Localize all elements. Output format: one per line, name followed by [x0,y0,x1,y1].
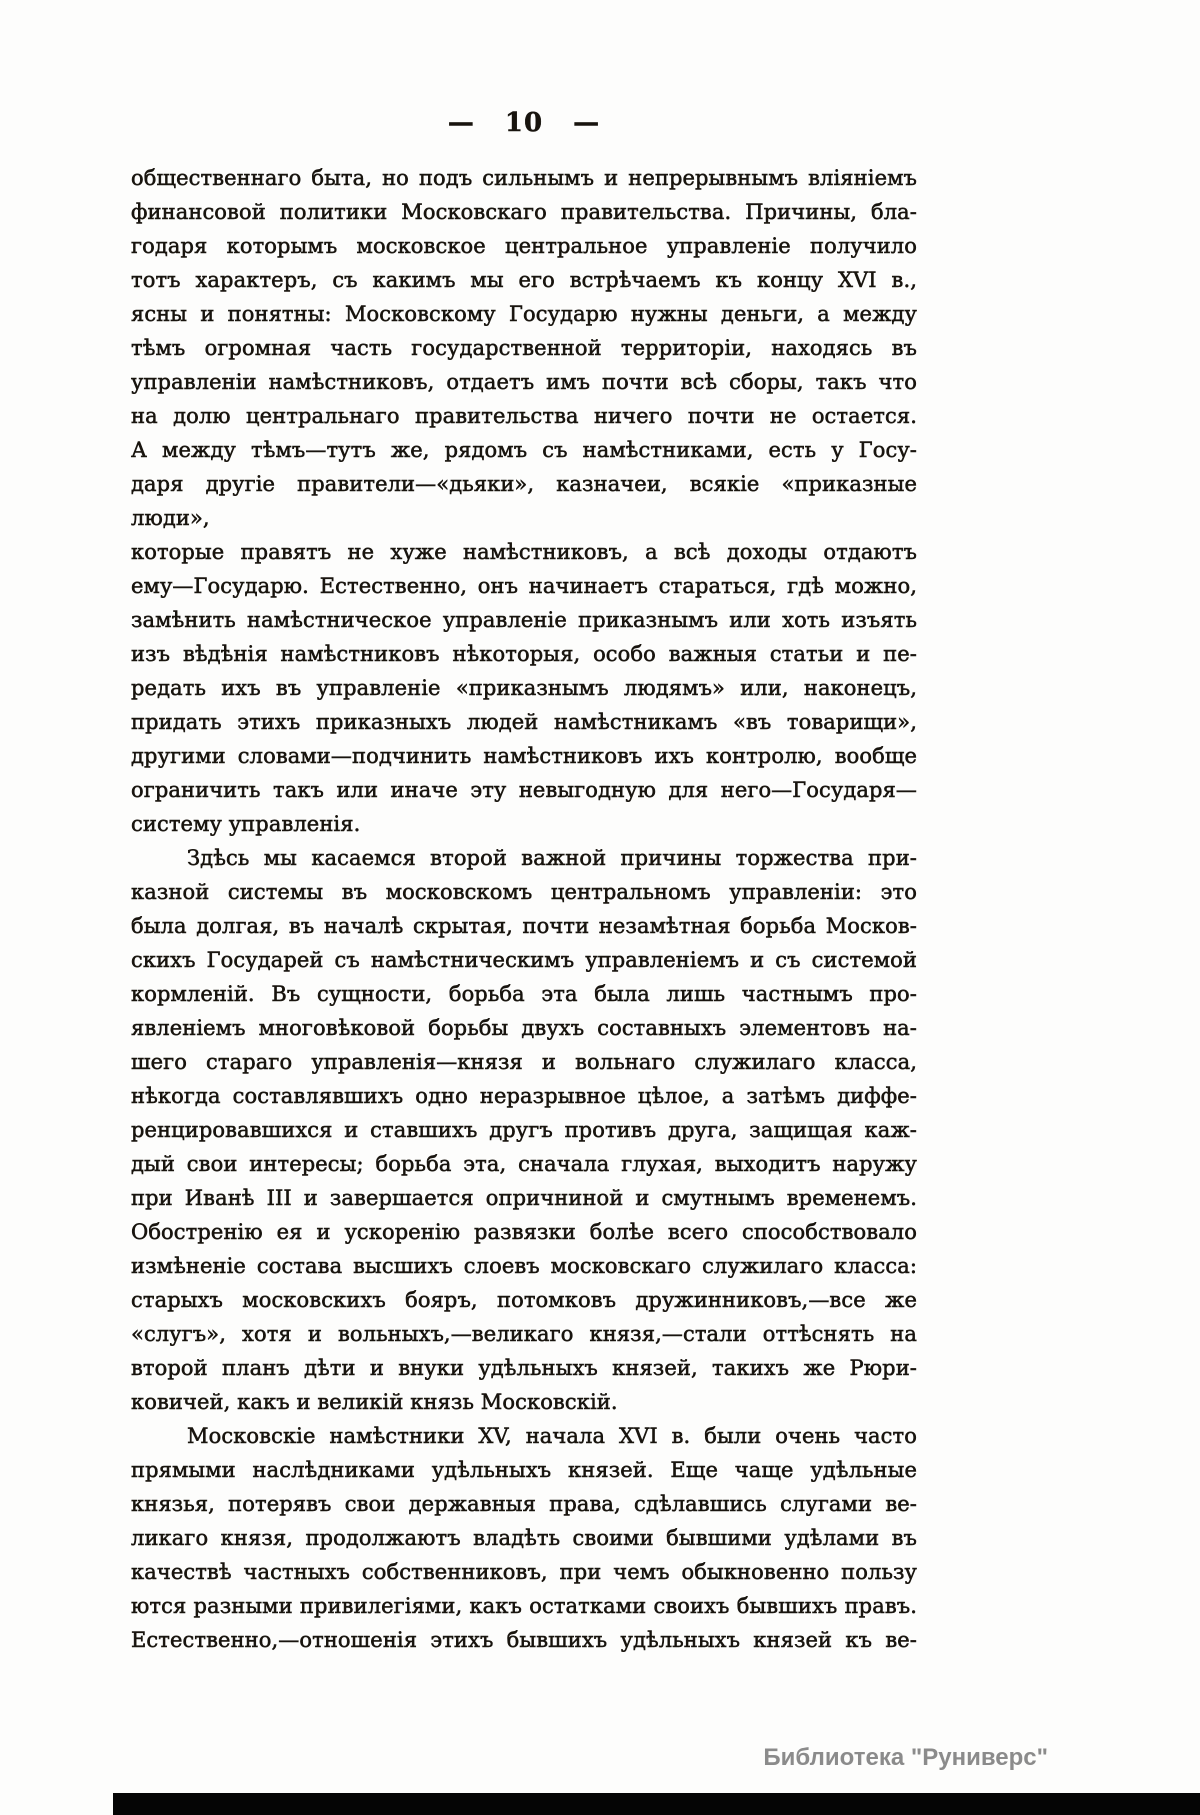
text-line: ются разными привилегіями, какъ остатками своихъ бывшихъ правъ. [131,1594,917,1618]
text-line: ликаго князя, продолжаютъ владѣть своими бывшими удѣлами въ [131,1526,917,1550]
text-line: ограничить такъ или иначе эту невыгодную для него—Государя— [131,778,917,802]
scan-edge-bar [113,1793,1200,1815]
text-line: ему—Государю. Естественно, онъ начинаетъ стараться, гдѣ можно, [131,574,917,598]
text-line: прямыми наслѣдниками удѣльныхъ князей. Еще чаще удѣльные [131,1458,917,1482]
text-line: замѣнить намѣстническое управленіе приказнымъ или хоть изъять [131,608,917,632]
page-number-header: — 10 — [447,108,601,138]
text-line: годаря которымъ московское центральное управленіе получило [131,234,917,258]
text-line: тотъ характеръ, съ какимъ мы его встрѣчаемъ къ концу XVI в., [131,268,917,292]
text-line: которые правятъ не хуже намѣстниковъ, а всѣ доходы отдаютъ [131,540,917,564]
text-line: на долю центральнаго правительства ничего почти не остается. [131,404,917,428]
text-line: ясны и понятны: Московскому Государю нужны деньги, а между [131,302,917,326]
text-line: казной системы въ московскомъ центральномъ управленіи: это [131,880,917,904]
text-line: Естественно,—отношенія этихъ бывшихъ удѣльныхъ князей къ ве- [131,1628,917,1652]
text-line: явленіемъ многовѣковой борьбы двухъ составныхъ элементовъ на- [131,1016,917,1040]
text-line: даря другіе правители—«дьяки», казначеи, всякіе «приказные люди», [131,472,917,530]
text-line: придать этихъ приказныхъ людей намѣстникамъ «въ товарищи», [131,710,917,734]
text-line: князья, потерявъ свои державныя права, сдѣлавшись слугами ве- [131,1492,917,1516]
text-line: качествѣ частныхъ собственниковъ, при чемъ обыкновенно пользу [131,1560,917,1584]
text-line: скихъ Государей съ намѣстническимъ управленіемъ и съ системой [131,948,917,972]
text-line: Обостренію ея и ускоренію развязки болѣе всего способствовало [131,1220,917,1244]
text-line: систему управленія. [131,812,361,836]
text-line: при Иванѣ III и завершается опричниной и смутнымъ временемъ. [131,1186,917,1210]
text-line: финансовой политики Московскаго правительства. Причины, бла- [131,200,917,224]
text-line: старыхъ московскихъ бояръ, потомковъ дружинниковъ,—все же [131,1288,917,1312]
text-line: общественнаго быта, но подъ сильнымъ и непрерывнымъ вліяніемъ [131,166,917,190]
text-line: Московскіе намѣстники XV, начала XVI в. были очень часто [187,1424,917,1448]
text-line: шего стараго управленія—князя и вольнаго служилаго класса, [131,1050,917,1074]
body-text-block [131,161,917,1657]
text-line: тѣмъ огромная часть государственной территоріи, находясь въ [131,336,917,360]
text-line: была долгая, въ началѣ скрытая, почти незамѣтная борьба Москов- [131,914,917,938]
text-line: А между тѣмъ—тутъ же, рядомъ съ намѣстниками, есть у Госу- [131,438,917,462]
text-line: другими словами—подчинить намѣстниковъ ихъ контролю, вообще [131,744,917,768]
text-line: ренцировавшихся и ставшихъ другъ противъ друга, защищая каж- [131,1118,917,1142]
text-line: кормленій. Въ сущности, борьба эта была лишь частнымъ про- [131,982,917,1006]
text-line: «слугъ», хотя и вольныхъ,—великаго князя,—стали оттѣснять на [131,1322,917,1346]
text-line: изъ вѣдѣнія намѣстниковъ нѣкоторыя, особо важныя статьи и пе- [131,642,917,666]
text-line: редать ихъ въ управленіе «приказнымъ людямъ» или, наконецъ, [131,676,917,700]
text-line: Здѣсь мы касаемся второй важной причины торжества при- [187,846,917,870]
text-line: ковичей, какъ и великій князь Московскій. [131,1390,618,1414]
text-line: второй планъ дѣти и внуки удѣльныхъ князей, такихъ же Рюри- [131,1356,917,1380]
text-line: управленіи намѣстниковъ, отдаетъ имъ почти всѣ сборы, такъ что [131,370,917,394]
text-line: нѣкогда составлявшихъ одно неразрывное цѣлое, а затѣмъ диффе- [131,1084,917,1108]
text-line: измѣненіе состава высшихъ слоевъ московскаго служилаго класса: [131,1254,917,1278]
text-line: дый свои интересы; борьба эта, сначала глухая, выходитъ наружу [131,1152,917,1176]
library-watermark: Библиотека "Руниверс" [763,1744,1048,1771]
